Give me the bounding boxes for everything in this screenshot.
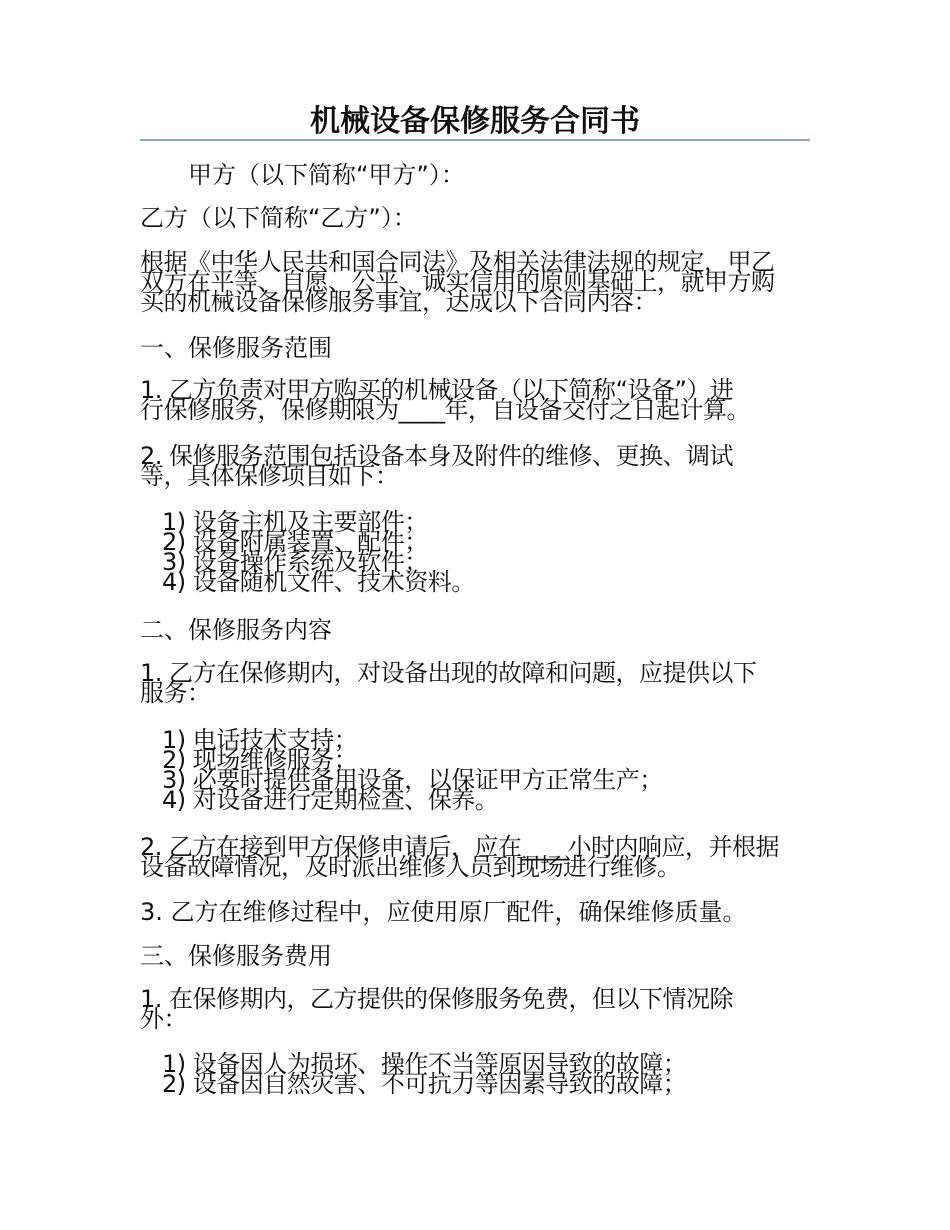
section-2-clause-1: [140, 659, 812, 707]
section-2-heading: 二、保修服务内容: [140, 616, 332, 644]
clause-line: 服务：: [140, 679, 211, 707]
list-item: 2) 设备因自然灾害、不可抗力等因素导致的故障；: [162, 1070, 687, 1098]
section-3-item-list: [162, 1050, 687, 1098]
section-3-clause-1: [140, 985, 812, 1033]
list-item: 1) 设备主机及主要部件；: [162, 508, 428, 536]
list-item: 2) 现场维修服务；: [162, 746, 358, 774]
section-2-item-list: [162, 726, 663, 814]
document-title: 机械设备保修服务合同书: [310, 104, 640, 139]
clause-line: 1. 乙方负责对甲方购买的机械设备（以下简称“设备”）进: [140, 376, 734, 404]
section-1-clause-1: [140, 376, 812, 424]
section-2-clause-2: [140, 833, 812, 881]
clause-line: 1. 在保修期内，乙方提供的保修服务免费，但以下情况除: [140, 985, 734, 1013]
list-item: 4) 设备随机文件、技术资料。: [162, 568, 475, 596]
section-1-clause-2: [140, 442, 812, 490]
clause-line: 等，具体保修项目如下：: [140, 462, 399, 490]
clause-line: 2. 保修服务范围包括设备本身及附件的维修、更换、调试: [140, 442, 734, 470]
party-a-line: 甲方（以下简称“甲方”）：: [188, 161, 465, 189]
clause-line: 设备故障情况，及时派出维修人员到现场进行维修。: [140, 853, 681, 881]
list-item: 1) 设备因人为损坏、操作不当等原因导致的故障；: [162, 1050, 687, 1078]
list-item: 2) 设备附属装置、配件；: [162, 528, 428, 556]
preamble-line: 双方在平等、自愿、公平、诚实信用的原则基础上，就甲方购: [140, 268, 775, 296]
list-item: 1) 电话技术支持；: [162, 726, 358, 754]
title-underline: [140, 139, 810, 141]
clause-line: 外：: [140, 1005, 187, 1033]
party-b-line: 乙方（以下简称“乙方”）：: [140, 204, 417, 232]
section-1-item-list: [162, 508, 475, 596]
section-1-heading: 一、保修服务范围: [140, 334, 332, 362]
section-3-heading: 三、保修服务费用: [140, 942, 332, 970]
clause-line: 1. 乙方在保修期内，对设备出现的故障和问题，应提供以下: [140, 659, 757, 687]
section-2-clause-3: 3. 乙方在维修过程中，应使用原厂配件，确保维修质量。: [140, 898, 747, 926]
clause-line: 行保修服务，保修期限为____年，自设备交付之日起计算。: [140, 396, 750, 424]
list-item: 3) 必要时提供备用设备，以保证甲方正常生产；: [162, 766, 663, 794]
preamble-line: 买的机械设备保修服务事宜，达成以下合同内容：: [140, 288, 657, 316]
clause-line: 2. 乙方在接到甲方保修申请后，应在____小时内响应，并根据: [140, 833, 780, 861]
list-item: 3) 设备操作系统及软件；: [162, 548, 428, 576]
preamble-paragraph: [140, 248, 812, 316]
preamble-line: 根据《中华人民共和国合同法》及相关法律法规的规定，甲乙: [140, 248, 775, 276]
list-item: 4) 对设备进行定期检查、保养。: [162, 786, 499, 814]
